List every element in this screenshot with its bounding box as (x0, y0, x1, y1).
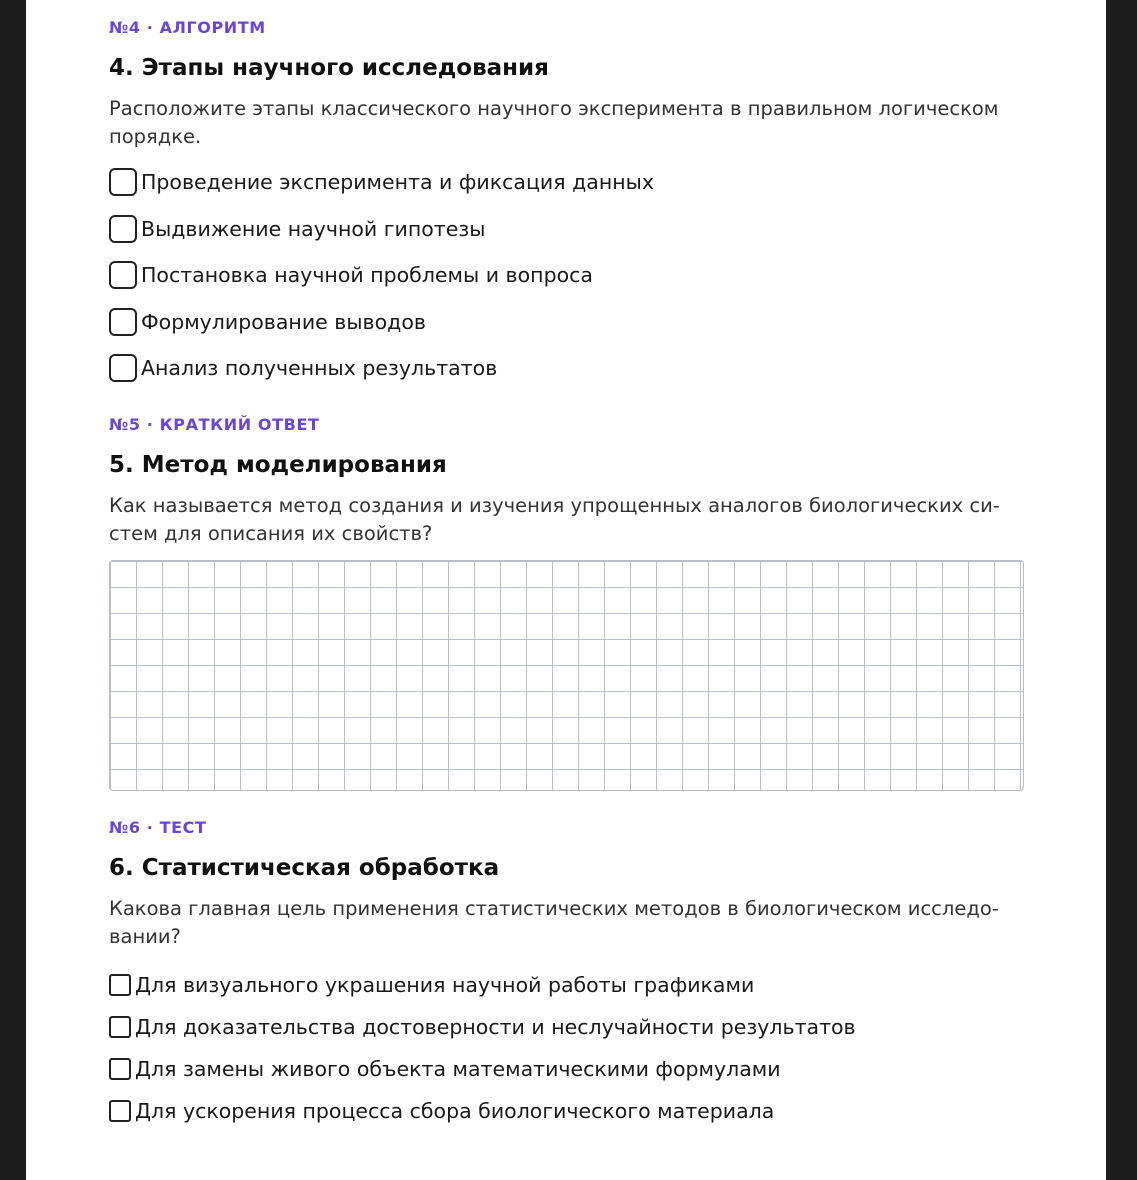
question-5 (109, 415, 1024, 548)
question-5-tag: №5 · КРАТКИЙ ОТВЕТ (109, 415, 320, 434)
option-label: Выдвижение научной гипотезы (141, 216, 486, 241)
checkbox[interactable] (109, 1016, 131, 1038)
question-6-tag: №6 · ТЕСТ (109, 818, 207, 837)
checkbox[interactable] (109, 168, 137, 196)
option-row[interactable] (109, 166, 1024, 198)
checkbox[interactable] (109, 974, 131, 996)
checkbox[interactable] (109, 215, 137, 243)
question-5-text (109, 492, 1024, 548)
question-6-text-line-2: вании? (109, 925, 181, 948)
option-label: Для визуального украшения научной работы графиками (135, 973, 755, 997)
checkbox[interactable] (109, 261, 137, 289)
option-row[interactable] (109, 306, 1024, 338)
question-4-options (109, 166, 1024, 384)
option-row[interactable] (109, 213, 1024, 245)
option-row[interactable] (109, 1011, 1024, 1043)
question-6-text (109, 895, 1024, 951)
question-4 (109, 18, 1024, 384)
question-4-tag: №4 · АЛГОРИТМ (109, 18, 266, 37)
option-row[interactable] (109, 969, 1024, 1001)
option-label: Проведение эксперимента и фиксация данных (141, 170, 654, 194)
option-row[interactable] (109, 1053, 1024, 1085)
question-4-text: Расположите этапы классического научного эксперимента в правильном логическом порядке. (109, 97, 999, 148)
question-6 (109, 818, 1024, 1127)
checkbox[interactable] (109, 308, 137, 336)
option-label: Для доказательства достоверности и неслучайности результатов (135, 1015, 856, 1039)
answer-grid-field[interactable] (109, 560, 1024, 791)
question-5-title: 5. Метод моделирования (109, 452, 447, 478)
option-row[interactable] (109, 352, 1024, 384)
question-6-text-line-1: Какова главная цель применения статистических методов в биологическом исследо- (109, 897, 999, 920)
question-5-text-line-2: стем для описания их свойств? (109, 522, 433, 545)
question-5-text-line-1: Как называется метод создания и изучения упрощенных аналогов биологических си- (109, 494, 1000, 517)
option-label: Для ускорения процесса сбора биологического материала (135, 1099, 775, 1123)
option-row[interactable] (109, 1095, 1024, 1127)
option-label: Формулирование выводов (141, 309, 426, 334)
question-4-title: 4. Этапы научного исследования (109, 55, 549, 81)
worksheet-page (26, 0, 1106, 1180)
question-6-title: 6. Статистическая обработка (109, 855, 500, 881)
checkbox[interactable] (109, 354, 137, 382)
checkbox[interactable] (109, 1058, 131, 1080)
option-label: Постановка научной проблемы и вопроса (141, 263, 593, 287)
question-6-options (109, 969, 1024, 1127)
option-label: Анализ полученных результатов (141, 356, 498, 380)
option-row[interactable] (109, 259, 1024, 291)
option-label: Для замены живого объекта математическими формулами (135, 1057, 781, 1081)
checkbox[interactable] (109, 1100, 131, 1122)
